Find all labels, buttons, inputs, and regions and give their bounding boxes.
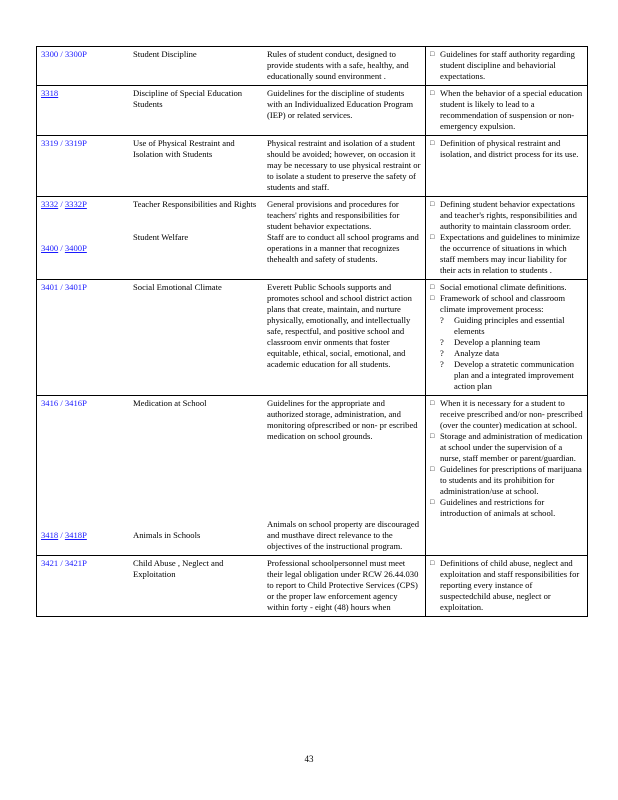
policy-code: 3319 xyxy=(41,138,59,148)
bullet-item: □ Definition of physical restraint and isolation, and district process for its use. xyxy=(430,138,579,159)
policy-description: Everett Public Schools supports and promotes school and school district action plans that create, maintain, and nurture physically, emotionally, and intellectually safe, respectful, and positive school and classroom envir onments that foster equitable, ethical, social, emotional, and academic education for all students. xyxy=(267,282,412,369)
policy-description: Guidelines for the appropriate and authorized storage, administration, and monitoring ofprescribed or non- pr escribed medication on school grounds. xyxy=(267,398,418,441)
checkbox-icon: □ xyxy=(430,294,435,302)
policy-bullets-cell xyxy=(426,396,588,556)
policy-title-cell xyxy=(129,280,263,396)
policy-description-cell xyxy=(263,197,426,280)
policy-link[interactable]: 3332 xyxy=(41,199,59,209)
policy-title: Medication at School xyxy=(133,398,207,408)
policy-title-cell xyxy=(129,197,263,280)
policy-title-cell xyxy=(129,47,263,86)
table-row xyxy=(37,197,588,280)
checkbox-icon: □ xyxy=(430,139,435,147)
policy-number-cell: 3421 / 3421P xyxy=(37,556,130,617)
table-row xyxy=(37,280,588,396)
policy-description: Professional schoolpersonnel must meet their legal obligation under RCW 26.44.030 to report to Child Protective Services (CPS) or the proper law enforcement agency within forty - eight (48) hours when xyxy=(267,558,419,612)
policy-number-cell: 3416 / 3416P 3418 / 3418P xyxy=(37,396,130,556)
bullet-item: □ Storage and administration of medication at school under the supervision of a nurse, staff member or parent/guardian. xyxy=(430,431,583,463)
policy-title-cell xyxy=(129,396,263,556)
policy-number-cell: 3401 / 3401P xyxy=(37,280,130,396)
policy-bullets-cell xyxy=(426,86,588,136)
policy-bullets-cell xyxy=(426,280,588,396)
policy-number-cell: 3332 / 3332P 3400 / 3400P xyxy=(37,197,130,280)
bullet-item: □ Guidelines and restrictions for introduction of animals at school. xyxy=(430,497,556,518)
policy-title: Use of Physical Restraint and Isolation with Students xyxy=(133,138,235,159)
procedure-code: 3416P xyxy=(64,398,87,408)
procedure-code: 3401P xyxy=(64,282,87,292)
procedure-code: 3300P xyxy=(64,49,87,59)
procedure-link[interactable]: 3332P xyxy=(64,199,87,209)
policy-description-cell xyxy=(263,280,426,396)
sub-list-item: ? Develop a stratetic communication plan and a integrated improvement action plan xyxy=(440,359,575,391)
sub-list-item: ? Guiding principles and essential elements xyxy=(440,315,565,336)
policy-table xyxy=(36,46,588,617)
policy-description: Animals on school property are discouraged and musthave direct relevance to the objectives of the instructional program. xyxy=(267,519,420,551)
policy-title: Student Welfare xyxy=(133,232,189,242)
page-number: 43 xyxy=(304,754,314,764)
table-row xyxy=(37,556,588,617)
policy-bullets-cell xyxy=(426,556,588,617)
policy-code: 3421 xyxy=(41,558,59,568)
table-row xyxy=(37,136,588,197)
policy-code: 3300 xyxy=(41,49,59,59)
table-row xyxy=(37,86,588,136)
bullet-item: □ Social emotional climate definitions. xyxy=(430,282,567,292)
policy-description: Guidelines for the discipline of students with an Individualized Education Program (IEP) or related services. xyxy=(267,88,414,120)
policy-title: Child Abuse , Neglect and Exploitation xyxy=(133,558,224,579)
policy-title-cell xyxy=(129,136,263,197)
policy-title-cell xyxy=(129,556,263,617)
bullet-item: □ When the behavior of a special education student is likely to lead to a recommendation of suspension or non- emergency expulsion. xyxy=(430,88,583,131)
procedure-code: 3421P xyxy=(64,558,87,568)
checkbox-icon: □ xyxy=(430,283,435,291)
procedure-link[interactable]: 3418P xyxy=(64,530,87,540)
checkbox-icon: □ xyxy=(430,399,435,407)
policy-number-cell: 3300 / 3300P xyxy=(37,47,130,86)
checkbox-icon: □ xyxy=(430,89,435,97)
table-row xyxy=(37,396,588,556)
policy-link[interactable]: 3318 xyxy=(41,88,59,98)
policy-description-cell xyxy=(263,86,426,136)
table-row xyxy=(37,47,588,86)
policy-bullets-cell xyxy=(426,136,588,197)
bullet-item: □ Defining student behavior expectations and teacher's rights, responsibilities and authority to maintain classroom order. xyxy=(430,199,577,231)
policy-title: Social Emotional Climate xyxy=(133,282,222,292)
checkbox-icon: □ xyxy=(430,50,435,58)
policy-description-cell xyxy=(263,396,426,556)
policy-number-cell xyxy=(37,86,130,136)
policy-description-cell xyxy=(263,556,426,617)
policy-link[interactable]: 3400 xyxy=(41,243,59,253)
policy-description: Physical restraint and isolation of a student should be avoided; however, on occasion it may be necessary to use physical restraint or to isolate a student to preserve the safety of students and staff. xyxy=(267,138,421,192)
policy-bullets-cell xyxy=(426,47,588,86)
bullet-item: □ Framework of school and classroom climate improvement process: xyxy=(430,293,566,314)
bullet-item: □ Expectations and guidelines to minimize the occurrence of situations in which staff members may incur liability for their acts in relation to students . xyxy=(430,232,580,275)
bullet-item: □ When it is necessary for a student to receive prescribed and/or non- prescribed (over the counter) medication at school. xyxy=(430,398,583,430)
policy-description: Rules of student conduct, designed to provide students with a safe, healthy, and educationally sound environment . xyxy=(267,49,409,81)
checkbox-icon: □ xyxy=(430,432,435,440)
policy-code: 3416 xyxy=(41,398,59,408)
procedure-link[interactable]: 3400P xyxy=(64,243,87,253)
policy-description: General provisions and procedures for teachers' rights and responsibilities for student behavior expectations. xyxy=(267,199,400,231)
policy-link[interactable]: 3418 xyxy=(41,530,59,540)
sub-list-item: ? Analyze data xyxy=(440,348,500,358)
policy-number-cell: 3319 / 3319P xyxy=(37,136,130,197)
policy-code: 3401 xyxy=(41,282,59,292)
policy-bullets-cell xyxy=(426,197,588,280)
policy-title-cell xyxy=(129,86,263,136)
checkbox-icon: □ xyxy=(430,559,435,567)
checkbox-icon: □ xyxy=(430,200,435,208)
checkbox-icon: □ xyxy=(430,465,435,473)
checkbox-icon: □ xyxy=(430,233,435,241)
policy-description-cell xyxy=(263,136,426,197)
checkbox-icon: □ xyxy=(430,498,435,506)
bullet-item: □ Guidelines for staff authority regarding student discipline and behaviorial expectations. xyxy=(430,49,575,81)
policy-title: Animals in Schools xyxy=(133,530,201,540)
policy-title: Student Discipline xyxy=(133,49,197,59)
policy-description-cell xyxy=(263,47,426,86)
policy-title: Discipline of Special Education Students xyxy=(133,88,243,109)
sub-list-item: ? Develop a planning team xyxy=(440,337,541,347)
procedure-code: 3319P xyxy=(64,138,87,148)
policy-title: Teacher Responsibilities and Rights xyxy=(133,199,257,209)
bullet-item: □ Guidelines for prescriptions of marijuana to students and its prohibition for administration/use at school. xyxy=(430,464,582,496)
policy-description: Staff are to conduct all school programs and operations in a manner that recognizes thehealth and safety of students. xyxy=(267,232,419,264)
bullet-item: □ Definitions of child abuse, neglect and exploitation and staff responsibilities for reporting every instance of suspectedchild abuse, neglect or exploitation. xyxy=(430,558,580,612)
